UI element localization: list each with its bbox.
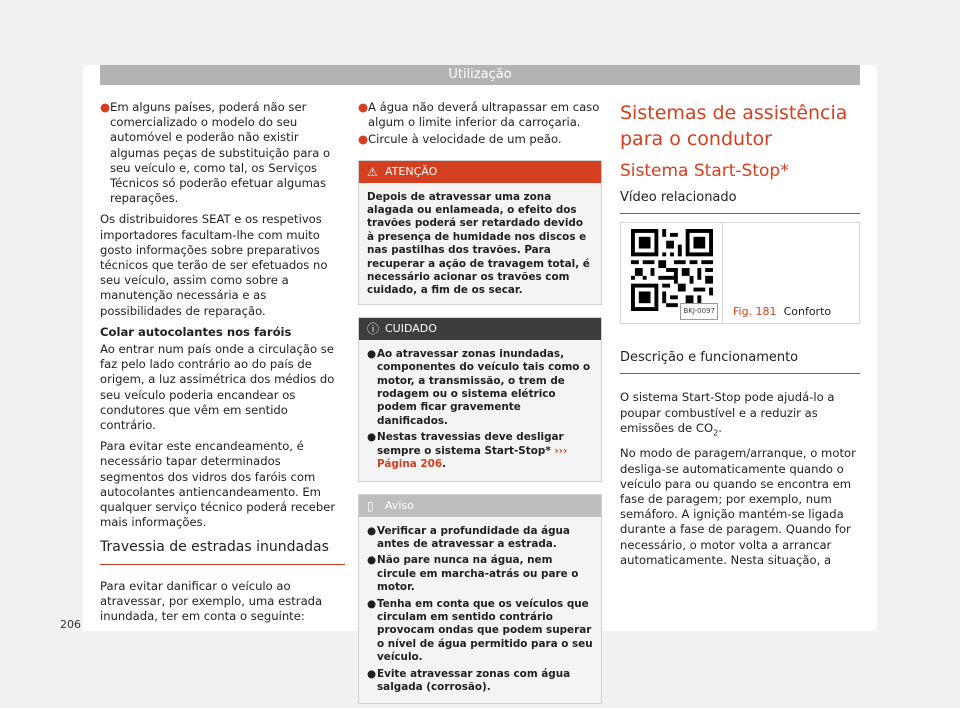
box-bullet: ● Tenha em conta que os veículos que circulam em sentido contrário provocam ondas que podem superar o nível de água permitido para o seu veículo.: [367, 597, 593, 664]
paragraph: Os distribuidores SEAT e os respetivos importadores facultam-lhe com muito gosto informações sobre preparativos técnicos que terão de ser efetuados no seu veículo, assim como sobre a manutenção necessária e as possibilidades de reparação.: [100, 212, 328, 318]
warning-triangle-icon: ⚠: [367, 164, 378, 179]
box-bullet: ● Verificar a profundidade da água antes de atravessar a estrada.: [367, 524, 570, 550]
caution-box: [358, 317, 602, 482]
qr-code[interactable]: [621, 223, 723, 323]
page-link[interactable]: ››› Página 206: [377, 444, 568, 471]
warning-box: [358, 160, 602, 305]
column-1: [100, 100, 345, 630]
video-heading: Vídeo relacionado: [620, 190, 860, 214]
bullet-dot-icon: ●: [367, 431, 377, 444]
bullet-dot-icon: ●: [367, 524, 377, 537]
chapter-title: Sistemas de assistência para o condutor: [620, 102, 848, 150]
column-3: [620, 100, 860, 574]
subchapter-title: Sistema Start-Stop*: [620, 161, 789, 181]
bullet-dot-icon: ●: [367, 667, 377, 680]
section-heading: Descrição e funcionamento: [620, 350, 860, 374]
figure-box: [620, 222, 860, 324]
note-box-header: ▯ Aviso: [359, 495, 601, 517]
bullet-dot-icon: ●: [367, 347, 377, 360]
box-bullet: ● Ao atravessar zonas inundadas, componentes do veículo tais como o motor, a transmissão, o trem de rodagem ou o sistema elétrico podem ficar gravemente danificados.: [367, 347, 591, 427]
page-number: 206: [60, 618, 81, 631]
box-bullet: ● Não pare nunca na água, nem circule em marcha-atrás ou pare o motor.: [367, 554, 579, 594]
paragraph: Para evitar danificar o veículo ao atravessar, por exemplo, uma estrada inundada, ter em conta o seguinte:: [100, 578, 323, 624]
caution-box-header: ⓘ CUIDADO: [359, 318, 601, 340]
note-box: [358, 494, 602, 705]
bullet-dot-icon: ●: [358, 100, 369, 114]
paragraph: Ao entrar num país onde a circulação se faz pelo lado contrário ao do país de origem, a luz assimétrica dos médios do seu veículo poderia encandear os condutores que vêm em sentido contrário.: [100, 342, 335, 433]
figure-caption: Fig. 181 Conforto: [733, 305, 832, 318]
bullet-dot-icon: ●: [100, 100, 111, 114]
bullet-item: ● Circule à velocidade de um peão.: [358, 132, 562, 147]
subheading: Colar autocolantes nos faróis: [100, 324, 292, 339]
box-bullet: ● Nestas travessias deve desligar sempre o sistema Start-Stop* ››› Página 206.: [367, 431, 568, 471]
running-header: Utilização: [100, 65, 860, 85]
bullet-item: ● Em alguns países, poderá não ser comercializado o modelo do seu automóvel e poderão não existir algumas peças de substituição para o seu veículo e, como tal, os Serviços Técnicos só poderão efetuar algumas reparações.: [100, 100, 331, 206]
warning-box-header: ⚠ ATENÇÃO: [359, 161, 601, 183]
bullet-dot-icon: ●: [367, 597, 377, 610]
box-bullet: ● Evite atravessar zonas com água salgada (corrosão).: [367, 667, 571, 693]
note-box-body: [359, 517, 601, 704]
paragraph: O sistema Start-Stop pode ajudá-lo a poupar combustível e a reduzir as emissões de $CO_2$.: [620, 390, 835, 438]
warning-box-body: Depois de atravessar uma zona alagada ou enlameada, o efeito dos travões poderá ser retardado devido à presença de humidade nos discos e nas pastilhas dos travões. Para recuperar a ação de travagem total, é necessário acionar os travões com cuidado, a fim de os secar.: [367, 190, 590, 297]
info-circle-icon: ⓘ: [367, 321, 380, 336]
qr-code-label: BKJ-0097: [680, 303, 718, 320]
bullet-dot-icon: ●: [358, 132, 369, 147]
qr-code-icon: [631, 229, 713, 311]
bullet-item: ● A água não deverá ultrapassar em caso algum o limite inferior da carroçaria.: [358, 100, 600, 130]
section-heading: Travessia de estradas inundadas: [100, 540, 345, 564]
column-2: [358, 100, 602, 704]
caution-box-body: [359, 340, 601, 481]
paragraph: Para evitar este encandeamento, é necessário tapar determinados segmentos dos vidros dos faróis com autocolantes antiencandeamento. Em qualquer serviço técnico poderá receber mais informações.: [100, 439, 336, 530]
note-icon: ▯: [367, 498, 374, 513]
paragraph: No modo de paragem/arranque, o motor desliga-se automaticamente quando o veículo para ou quando se encontra em fase de paragem; por exemplo, num semáforo. A ignição mantém-se ligada durante a fase de paragem. Quando for necessário, o motor volta a arrancar automaticamente. Nesta situação, a: [620, 446, 856, 567]
bullet-dot-icon: ●: [367, 554, 377, 567]
